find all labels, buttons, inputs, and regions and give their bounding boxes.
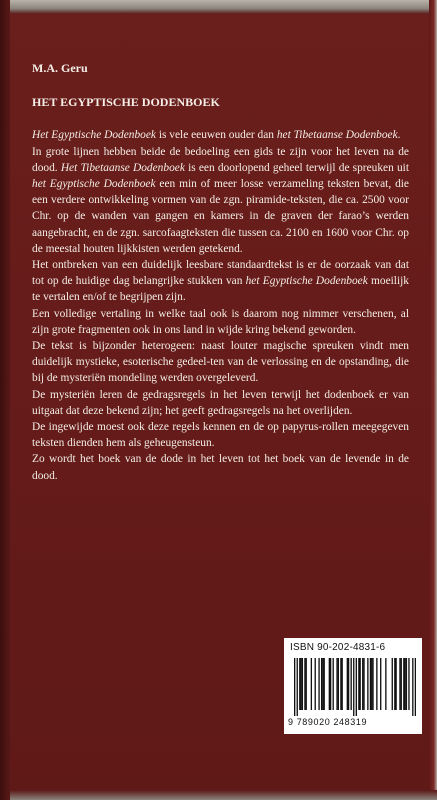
barcode-bar [304,658,305,710]
barcode-bar [300,658,301,710]
barcode-bar [330,658,331,710]
barcode-bar [297,658,298,716]
paragraph-text: . [397,129,401,142]
barcode-bar [329,658,330,710]
barcode-bar [415,658,416,716]
paragraph-text: Het ontbreken van een duidelijk leesbare standaardtekst is er de oorzaak van dat tot op de huidige dag belangrijke stukken van [32,259,409,288]
barcode-bar [340,658,341,710]
blurb-paragraphs [32,127,409,483]
cover-right-edge [429,0,437,800]
barcode-bar [380,658,381,710]
barcode-bar [322,658,323,710]
paragraph-text: een min of meer losse verzameling teksten bevat, die een verdere ontwikkeling vormen van de zgn. piramide-teksten, die ca. 2500 voor Chr. op de wanden van gangen en kamers in de graven der farao’s werden aangebracht, en de zgn. sarcofaagteksten die tussen ca. 2100 en 1600 voor Chr. op de meestal houten lijkkisten werden getekend. [32,178,409,255]
barcode-bar [321,658,322,710]
paragraph-text: is vele eeuwen ouder dan [156,129,277,142]
paragraph-text: In grote lijnen hebben beide de bedoeling een gids te zijn voor het leven na de dood. [32,145,409,174]
barcode-bar [401,658,402,710]
paragraph-text: De tekst is bijzonder heterogeen: naast louter magische spreuken vindt men duidelijk mystieke, esoterische gedeel-ten van de verlossing en de opstanding, die bij de mysteriën mondeling werden overgeleverd. [32,340,409,385]
blurb-paragraph [32,338,409,387]
barcode-bar [302,658,303,710]
barcode-bar [356,658,357,716]
paragraph-text: is een doorlopend geheel terwijl de spreuken uit [184,161,410,174]
paragraph-text: Een volledige vertaling in welke taal ook is daarom nog nimmer verschenen, al zijn grote fragmenten ook in ons land in wijde kring bekend geworden. [32,307,409,336]
barcode-bar [333,658,334,710]
book-title: HET EGYPTISCHE DODENBOEK [32,95,220,110]
barcode-bar [347,658,348,710]
spine-shadow [0,0,10,800]
paragraph-text: De mysteriën leren de gedragsregels in het leven terwijl het dodenboek er van uitgaat dat deze bekend zijn; het geeft gedragsregels na het overlijden. [32,388,409,417]
paragraph-text: De ingewijde moest ook deze regels kennen en de op papyrus-rollen meegegeven teksten dienden hem als geheugensteun. [32,421,409,450]
barcode-bar [412,658,413,716]
barcode-bar [385,658,386,710]
barcode-bar [351,658,352,710]
author-name: M.A. Geru [32,61,88,75]
cover-top-edge [10,0,437,14]
barcode-digits: 9 789020 248319 [288,717,368,727]
blurb-paragraph [32,387,409,419]
barcode-bars [294,658,416,716]
barcode-bar [348,658,349,710]
barcode-label [284,638,422,734]
barcode-bar [392,658,393,710]
paragraph-text: Zo wordt het boek van de dode in het leven tot het boek van de levende in de dood. [32,453,409,482]
barcode-bar [363,658,364,710]
italic-title-text: het Egyptische Dodenboek [32,178,156,191]
barcode-bar [342,658,343,710]
blurb-paragraph [32,257,409,306]
barcode-bar [338,658,339,710]
barcode-bar [359,658,360,710]
isbn-text: ISBN 90-202-4831-6 [290,642,386,653]
barcode-bar [353,658,354,716]
italic-title-text: Het Tibetaanse Dodenboek [60,161,185,174]
paragraph-text: moeilijk te vertalen en/of te begrijpen zijn. [32,275,409,304]
barcode-bar [376,658,377,710]
blurb-paragraph [32,451,409,483]
blurb-paragraph [32,306,409,338]
blurb-paragraph [32,127,409,143]
barcode-bar [404,658,405,710]
barcode-bar [399,658,400,710]
barcode-bar [371,658,372,710]
barcode-bar [294,658,295,716]
barcode-bar [299,658,300,710]
cover-text-block [32,60,409,484]
barcode-bar [306,658,307,710]
italic-title-text: het Tibetaanse Dodenboek [276,129,398,142]
barcode-bar [403,658,404,710]
italic-title-text: Het Egyptische Dodenboek [32,129,156,142]
barcode-bar [358,658,359,710]
barcode-bar [408,658,409,710]
barcode-bar [336,658,337,710]
barcode-bar [311,658,312,710]
barcode-bar [406,658,407,710]
cover-bottom-edge [10,790,437,800]
barcode-bar [318,658,319,710]
blurb-paragraph [32,419,409,451]
barcode-bar [367,658,368,710]
barcode-bar [315,658,316,710]
barcode-bar [394,658,395,710]
barcode-bar [395,658,396,710]
blurb-paragraph [32,144,409,257]
barcode-bar [372,658,373,710]
barcode-bar [370,658,371,710]
barcode-bar [324,658,325,710]
barcode-bar [362,658,363,710]
italic-title-text: het Egyptische Dodenboek [245,275,368,288]
